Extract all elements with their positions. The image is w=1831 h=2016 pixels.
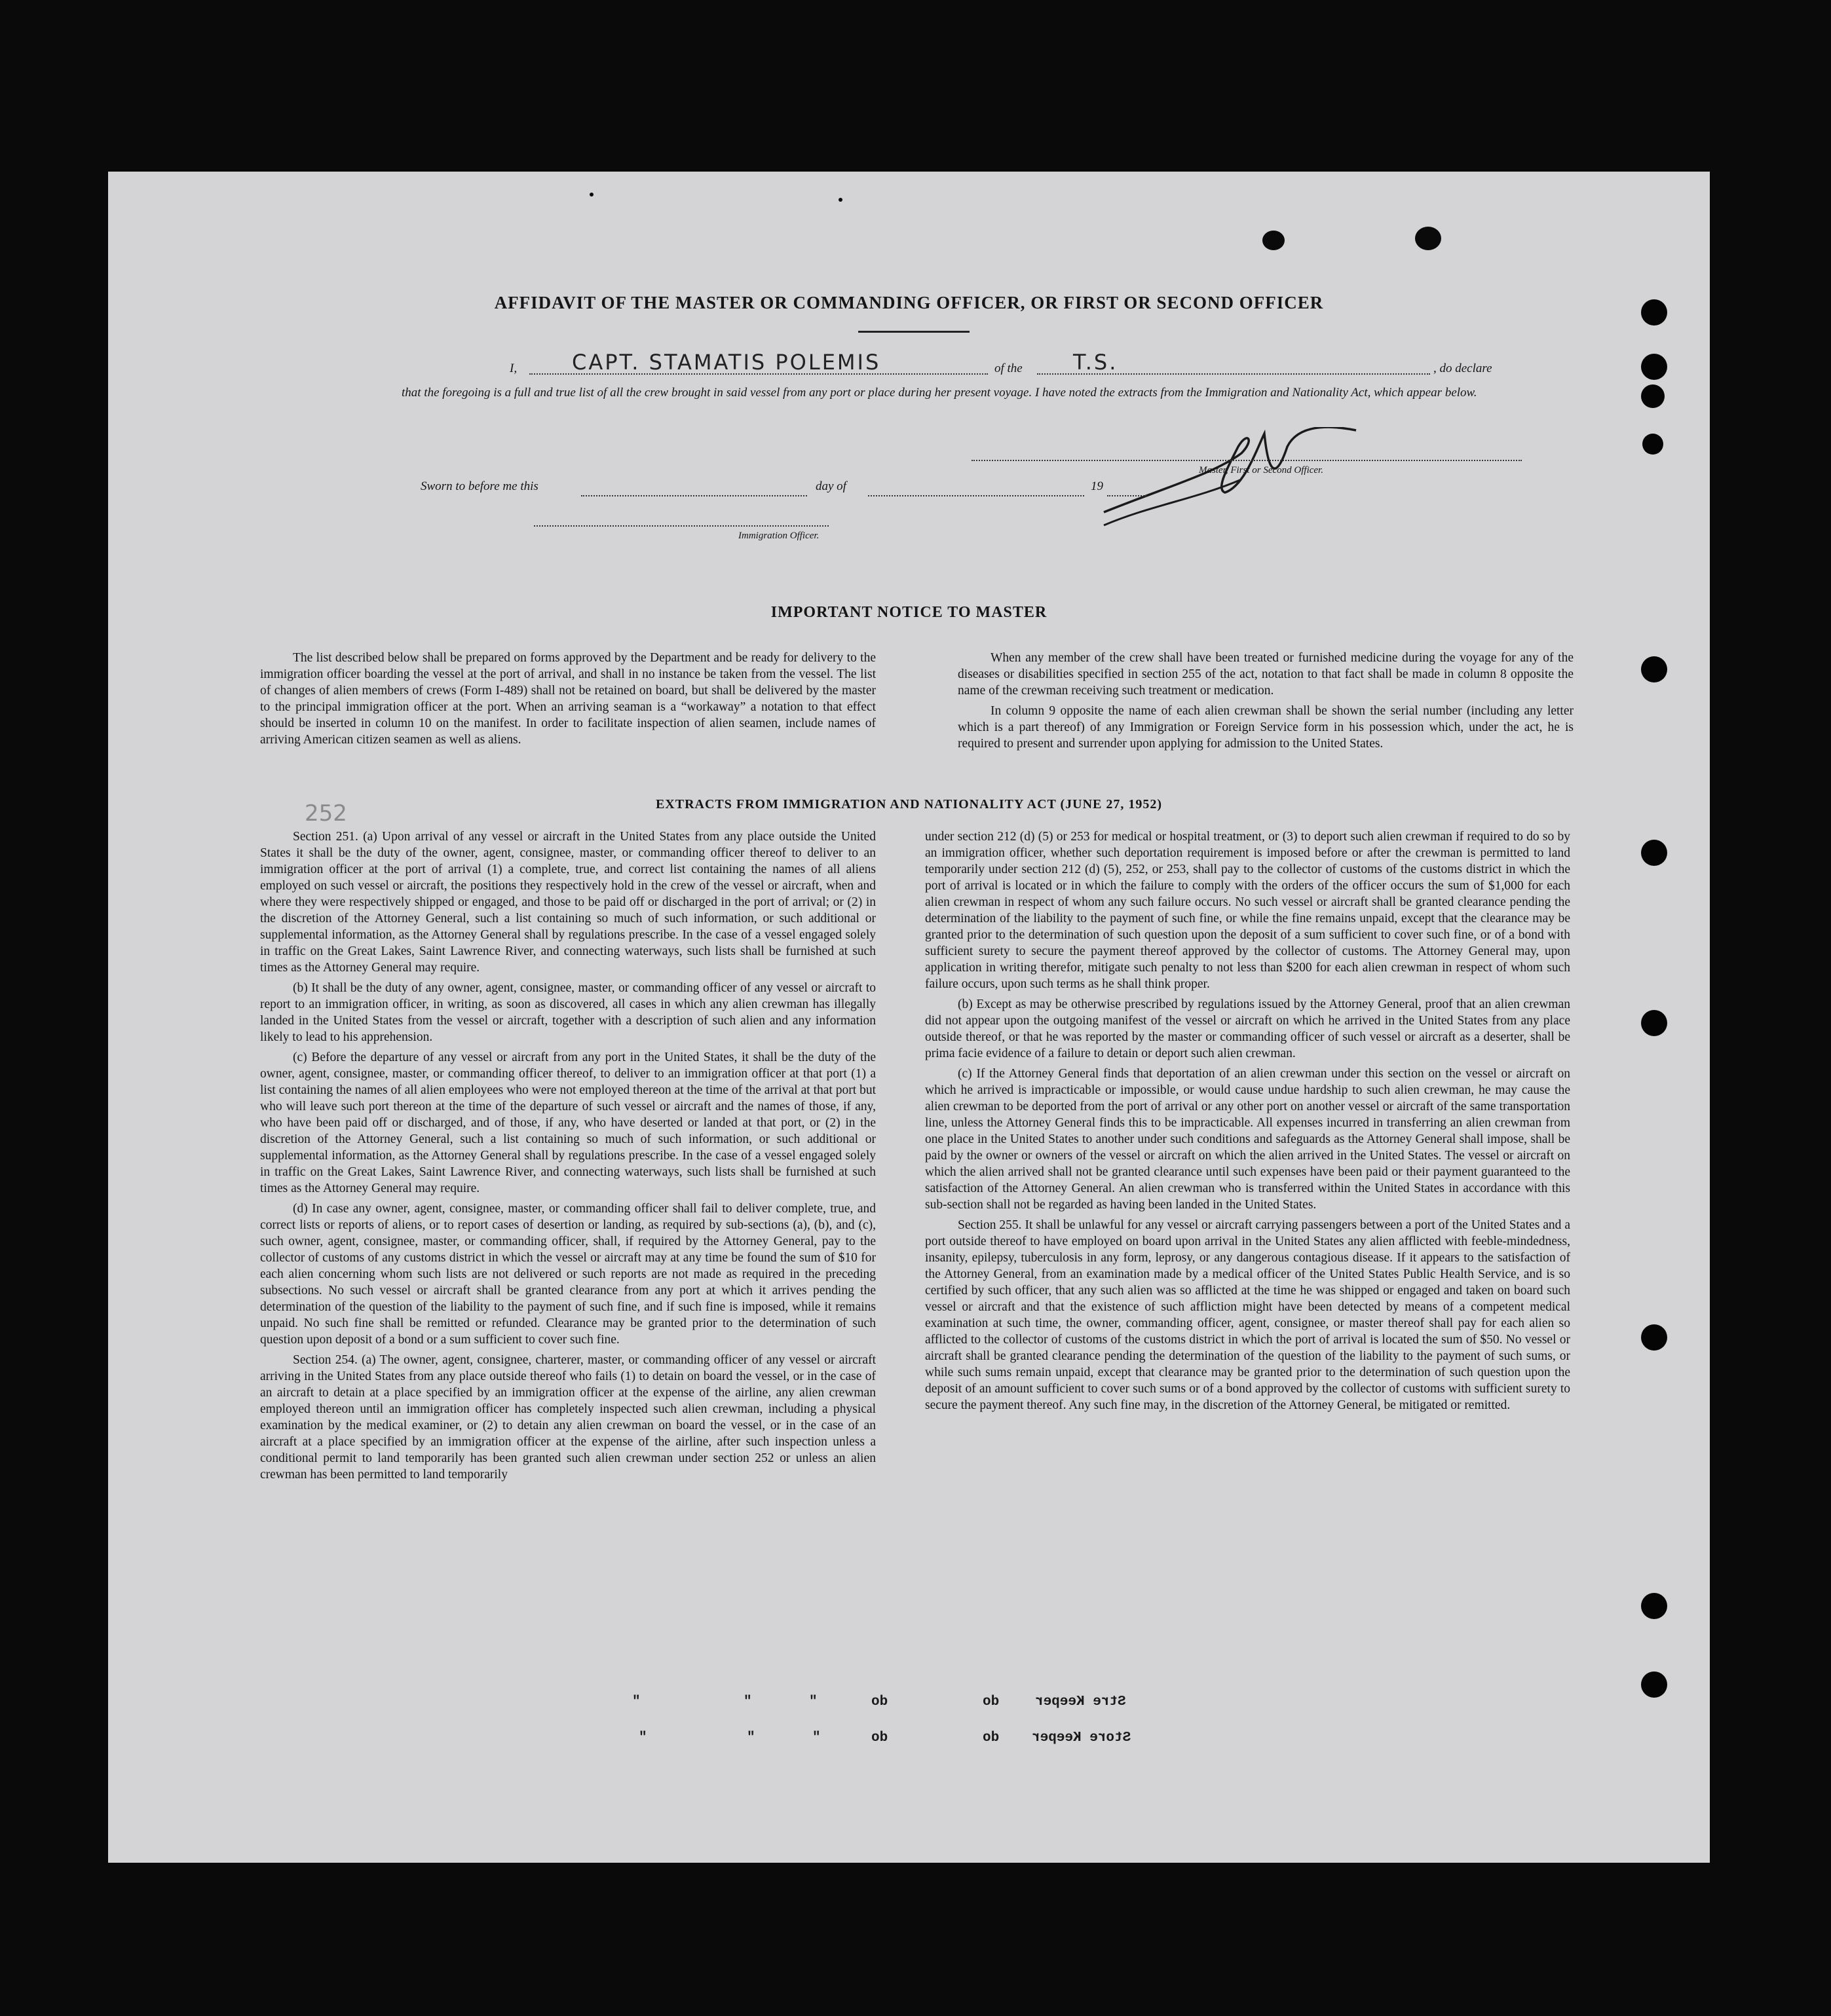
of-the-label: of the <box>994 362 1023 375</box>
affidavit-title: AFFIDAVIT OF THE MASTER OR COMMANDING OFFICER, OR FIRST OR SECOND OFFICER <box>494 293 1324 312</box>
master-caption: Master, First or Second Officer. <box>1199 465 1323 476</box>
year-dotted-line <box>1107 495 1146 496</box>
section-254-b: (b) Except as may be otherwise prescribed by regulations issued by the Attorney General, proof that an alien crewman did not appear upon the outgoing manifest of the vessel or aircraft on which he arrived in the United States from any place outside thereof, or that he was reported by the master or commanding officer of such vessel or aircraft as a deserter, shall be prima facie evidence of a failure to detain or deport such alien crewman. <box>925 998 1570 1060</box>
master-dotted-line <box>972 460 1522 461</box>
section-255: Section 255. It shall be unlawful for any vessel or aircraft carrying passengers between a port of the United States and a port outside thereof to have employed on board upon arrival in the United States any alien afflicted with feeble-mindedness, insanity, epilepsy, tuberculosis in any form, leprosy, or any dangerous contagious disease. If it appears to the satisfaction of the Attorney General, from an examination made by a medical officer of the United States Public Health Service, and is so certified by such officer, that any such alien was so afflicted at the time he was shipped or engaged and taken on board such vessel or aircraft and that the existence of such affliction might have been detected by means of a competent medical examination at such time, the owner, commanding officer, agent, consignee, or master thereof shall pay for each alien so afflicted to the collector of customs of the customs district in which the port of arrival is located the sum of $50. No vessel or aircraft shall be granted clearance pending the determination of the question of the liability to the payment of such sums, or while such sums remain unpaid, except that clearance may be granted prior to the determination of such question upon the deposit of an amount sufficient to cover such sums or of a bond approved by the collector of customs with sufficient surety to secure the payment thereof. Any such fine may, in the discretion of the Attorney General, be mitigated or remitted. <box>925 1218 1570 1412</box>
punch-hole-4 <box>1642 434 1663 455</box>
master-signature <box>999 427 1366 532</box>
immigration-officer-dotted-line <box>534 525 829 527</box>
bleed-role: Stre Keeper <box>1035 1694 1126 1709</box>
year-prefix: 19 <box>1091 479 1103 493</box>
bleed-quote: " <box>632 1694 641 1709</box>
extracts-right-column <box>925 829 1570 1417</box>
declaration-block <box>402 348 1528 403</box>
margin-number: 252 <box>305 800 347 827</box>
section-254-a: Section 254. (a) The owner, agent, consignee, charterer, master, or commanding officer of any vessel or aircraft arriving in the United States from any place outside thereof who fails (1) to detain on board the vessel, or in the case of an aircraft to detain at a place specified by an immigration officer at the expense of the airline, any alien crewman employed thereon until an immigration officer has completely inspected such alien crewman, including a physical examination by the medical examiner, or (2) to detain any alien crewman on board the vessel, or in the case of an aircraft at a place specified by an immigration officer at the expense of the airline, after such inspection unless a conditional permit to land temporarily has been granted such alien crewman under section 252 or unless an alien crewman has been permitted to land temporarily <box>260 1353 876 1482</box>
ink-blot-1 <box>1262 231 1285 250</box>
day-of-label: day of <box>816 479 846 493</box>
section-251-d: (d) In case any owner, agent, consignee, master, or commanding officer shall fail to deliver complete, true, and correct lists or reports of aliens, or to report cases of desertion or landing, as required by sub-sections (a), (b), and (c), such owner, agent, consignee, master, or commanding officer, shall, if required by the Attorney General, pay to the collector of customs of any customs district in which the vessel or aircraft may at any time be found the sum of $10 for each alien concerning whom such lists are not delivered or such reports are not made as required in the preceding subsections. No such vessel or aircraft shall be granted clearance from any port at which it arrives pending the determination of the question of the liability to the payment of such fine, and if such fine is imposed, while it remains unpaid. No such fine shall be remitted or refunded. Clearance may be granted prior to the determination of such question upon deposit of a bond or a sum sufficient to cover such fine. <box>260 1202 876 1347</box>
bleed-do: do <box>983 1694 1000 1709</box>
ink-blot-2 <box>1415 227 1441 250</box>
bleed-quote: " <box>809 1694 818 1709</box>
bleed-do: do <box>871 1694 888 1709</box>
bleed-do: do <box>983 1730 1000 1745</box>
punch-hole-8 <box>1641 1324 1667 1351</box>
officer-name-handwritten: CAPT. STAMATIS POLEMIS <box>572 350 881 375</box>
notice-right-column <box>958 650 1574 756</box>
ink-dot-2 <box>839 198 842 202</box>
declaration-line <box>402 348 1528 380</box>
section-254-a-continued: under section 212 (d) (5) or 253 for medical or hospital treatment, or (3) to deport such alien crewman if required to do so by an immigration officer, whether such deportation requirement is imposed before or after the crewman is permitted to land temporarily under section 212 (d) (5), 252, or 253, shall pay to the collector of customs of the customs district in which the port of arrival is located or in which the failure to comply with the orders of the officer occurs the sum of $1,000 for each alien crewman in respect of whom any such failure occurs. No such vessel or aircraft shall be granted clearance pending the determination of the liability to the payment of such fine, or while the fine remains unpaid, except that the clearance may be granted prior to the determination of such question upon the deposit of a sum sufficient to cover such fine, or of a bond with sufficient surety to secure the payment thereof approved by the collector of customs. The Attorney General may, upon application in writing therefor, mitigate such penalty to not less than $200 for each alien crewman in respect of whom such failure occurs, upon such terms as he shall think proper. <box>925 830 1570 991</box>
sworn-text: Sworn to before me this <box>421 479 538 493</box>
declaration-text: that the foregoing is a full and true list of all the crew brought in said vessel from any port or place during her present voyage. I have noted the extracts from the Immigration and Nationality Act, which appear below. <box>402 386 1477 400</box>
bleed-quote: " <box>747 1730 755 1745</box>
punch-hole-6 <box>1641 840 1667 866</box>
affidavit-page <box>108 172 1710 1863</box>
punch-hole-7 <box>1641 1010 1667 1036</box>
section-251-c: (c) Before the departure of any vessel or aircraft from any port in the United States, it shall be the duty of the owner, agent, consignee, master, or commanding officer thereof, to deliver to an immigration officer at that port (1) a list containing the names of all alien employees who were not employed thereon at the time of the arrival at that port but who will leave such port thereon at the time of the departure of such vessel or aircraft and the names of those, if any, who have been paid off or discharged, and of those, if any, who have deserted or landed at that port, or (2) in the discretion of the Attorney General, such a list containing so much of such information, or such additional or supplemental information, as the Attorney General shall by regulations prescribe. In the case of a vessel engaged solely in traffic on the Great Lakes, Saint Lawrence River, and connecting waterways, such lists shall be furnished at such times as the Attorney General may require. <box>260 1051 876 1195</box>
bleed-role: Store Keeper <box>1032 1730 1131 1745</box>
notice-paragraph: In column 9 opposite the name of each alien crewman shall be shown the serial number (including any letter which is a part thereof) of any Immigration or Foreign Service form in his possession which, under the act, he is required to present and surrender upon applying for admission to the United States. <box>958 704 1574 751</box>
bleed-quote: " <box>812 1730 821 1745</box>
month-dotted-line <box>868 495 1084 496</box>
sworn-date-dotted-line <box>581 495 807 496</box>
punch-hole-2 <box>1641 354 1667 380</box>
section-251-a: Section 251. (a) Upon arrival of any vessel or aircraft in the United States from any place outside the United States it shall be the duty of the owner, agent, consignee, master, or commanding officer thereof to deliver to an immigration officer at the port of arrival (1) a complete, true, and correct list containing the names of all aliens employed on such vessel or aircraft, the positions they respectively hold in the crew of the vessel or aircraft, when and where they were respectively shipped or engaged, and those to be paid off or discharged in the port of arrival; or (2) in the discretion of the Attorney General, such a list containing so much of such information, or such additional or supplemental information, as the Attorney General shall by regulations prescribe. In the case of a vessel engaged solely in traffic on the Great Lakes, Saint Lawrence River, and connecting waterways, such lists shall be furnished at such times as the Attorney General may require. <box>260 830 876 975</box>
vessel-name-handwritten: T.S. <box>1073 350 1118 375</box>
punch-hole-5 <box>1641 656 1667 682</box>
punch-hole-3 <box>1641 384 1665 408</box>
notice-paragraph: When any member of the crew shall have been treated or furnished medicine during the voyage for any of the diseases or disabilities specified in section 255 of the act, notation to that fact shall be made in column 8 opposite the name of the crewman receiving such treatment or medication. <box>958 651 1574 698</box>
prefix-i: I, <box>510 362 518 375</box>
extracts-left-column <box>260 829 876 1487</box>
section-254-c: (c) If the Attorney General finds that deportation of an alien crewman under this section on the vessel or aircraft on which he arrived is impracticable or impossible, or would cause undue hardship to such alien crewman, he may cause the alien crewman to be deported from the port of arrival or any other port on another vessel or aircraft of the same transportation line, unless the Attorney General finds this to be impracticable. All expenses incurred in transferring an alien crewman from one place in the United States to another under such conditions and safeguards as the Attorney General shall impose, shall be paid by the owner or owners of the vessel or aircraft on which the alien arrived in the United States. The vessel or aircraft on which the alien arrived shall not be granted clearance until such expenses have been paid or their payment guaranteed to the satisfaction of the Attorney General. An alien crewman who is transferred within the United States in accordance with this sub-section shall not be regarded as having been landed in the United States. <box>925 1067 1570 1212</box>
notice-left-column <box>260 650 876 752</box>
section-251-b: (b) It shall be the duty of any owner, agent, consignee, master, or commanding officer of any vessel or aircraft to report to an immigration officer, in writing, as soon as discovered, all cases in which any alien crewman has illegally landed in the United States from the vessel or aircraft, together with a description of such alien and any information likely to lead to his apprehension. <box>260 981 876 1044</box>
notice-title: IMPORTANT NOTICE TO MASTER <box>770 604 1048 621</box>
punch-hole-9 <box>1641 1593 1667 1619</box>
punch-hole-10 <box>1641 1671 1667 1698</box>
bleed-quote: " <box>639 1730 647 1745</box>
immigration-officer-caption: Immigration Officer. <box>738 531 820 541</box>
extracts-title: EXTRACTS FROM IMMIGRATION AND NATIONALITY ACT (JUNE 27, 1952) <box>655 797 1163 812</box>
bleed-do: do <box>871 1730 888 1745</box>
bleed-quote: " <box>744 1694 752 1709</box>
notice-paragraph: The list described below shall be prepared on forms approved by the Department and be ready for delivery to the immigration officer boarding the vessel at the port of arrival, and shall in no instance be taken from the vessel. The list of changes of alien members of crews (Form I-489) shall not be retained on board, but shall be delivered by the master to the principal immigration officer at the port. When an arriving seaman is a “workaway” a notation to that effect should be inserted in column 10 on the manifest. In order to facilitate inspection of alien seamen, include names of arriving American citizen seamen as well as aliens. <box>260 651 876 747</box>
do-declare-label: , do declare <box>1433 362 1492 375</box>
title-rule <box>858 331 970 333</box>
ink-dot-1 <box>590 193 594 196</box>
